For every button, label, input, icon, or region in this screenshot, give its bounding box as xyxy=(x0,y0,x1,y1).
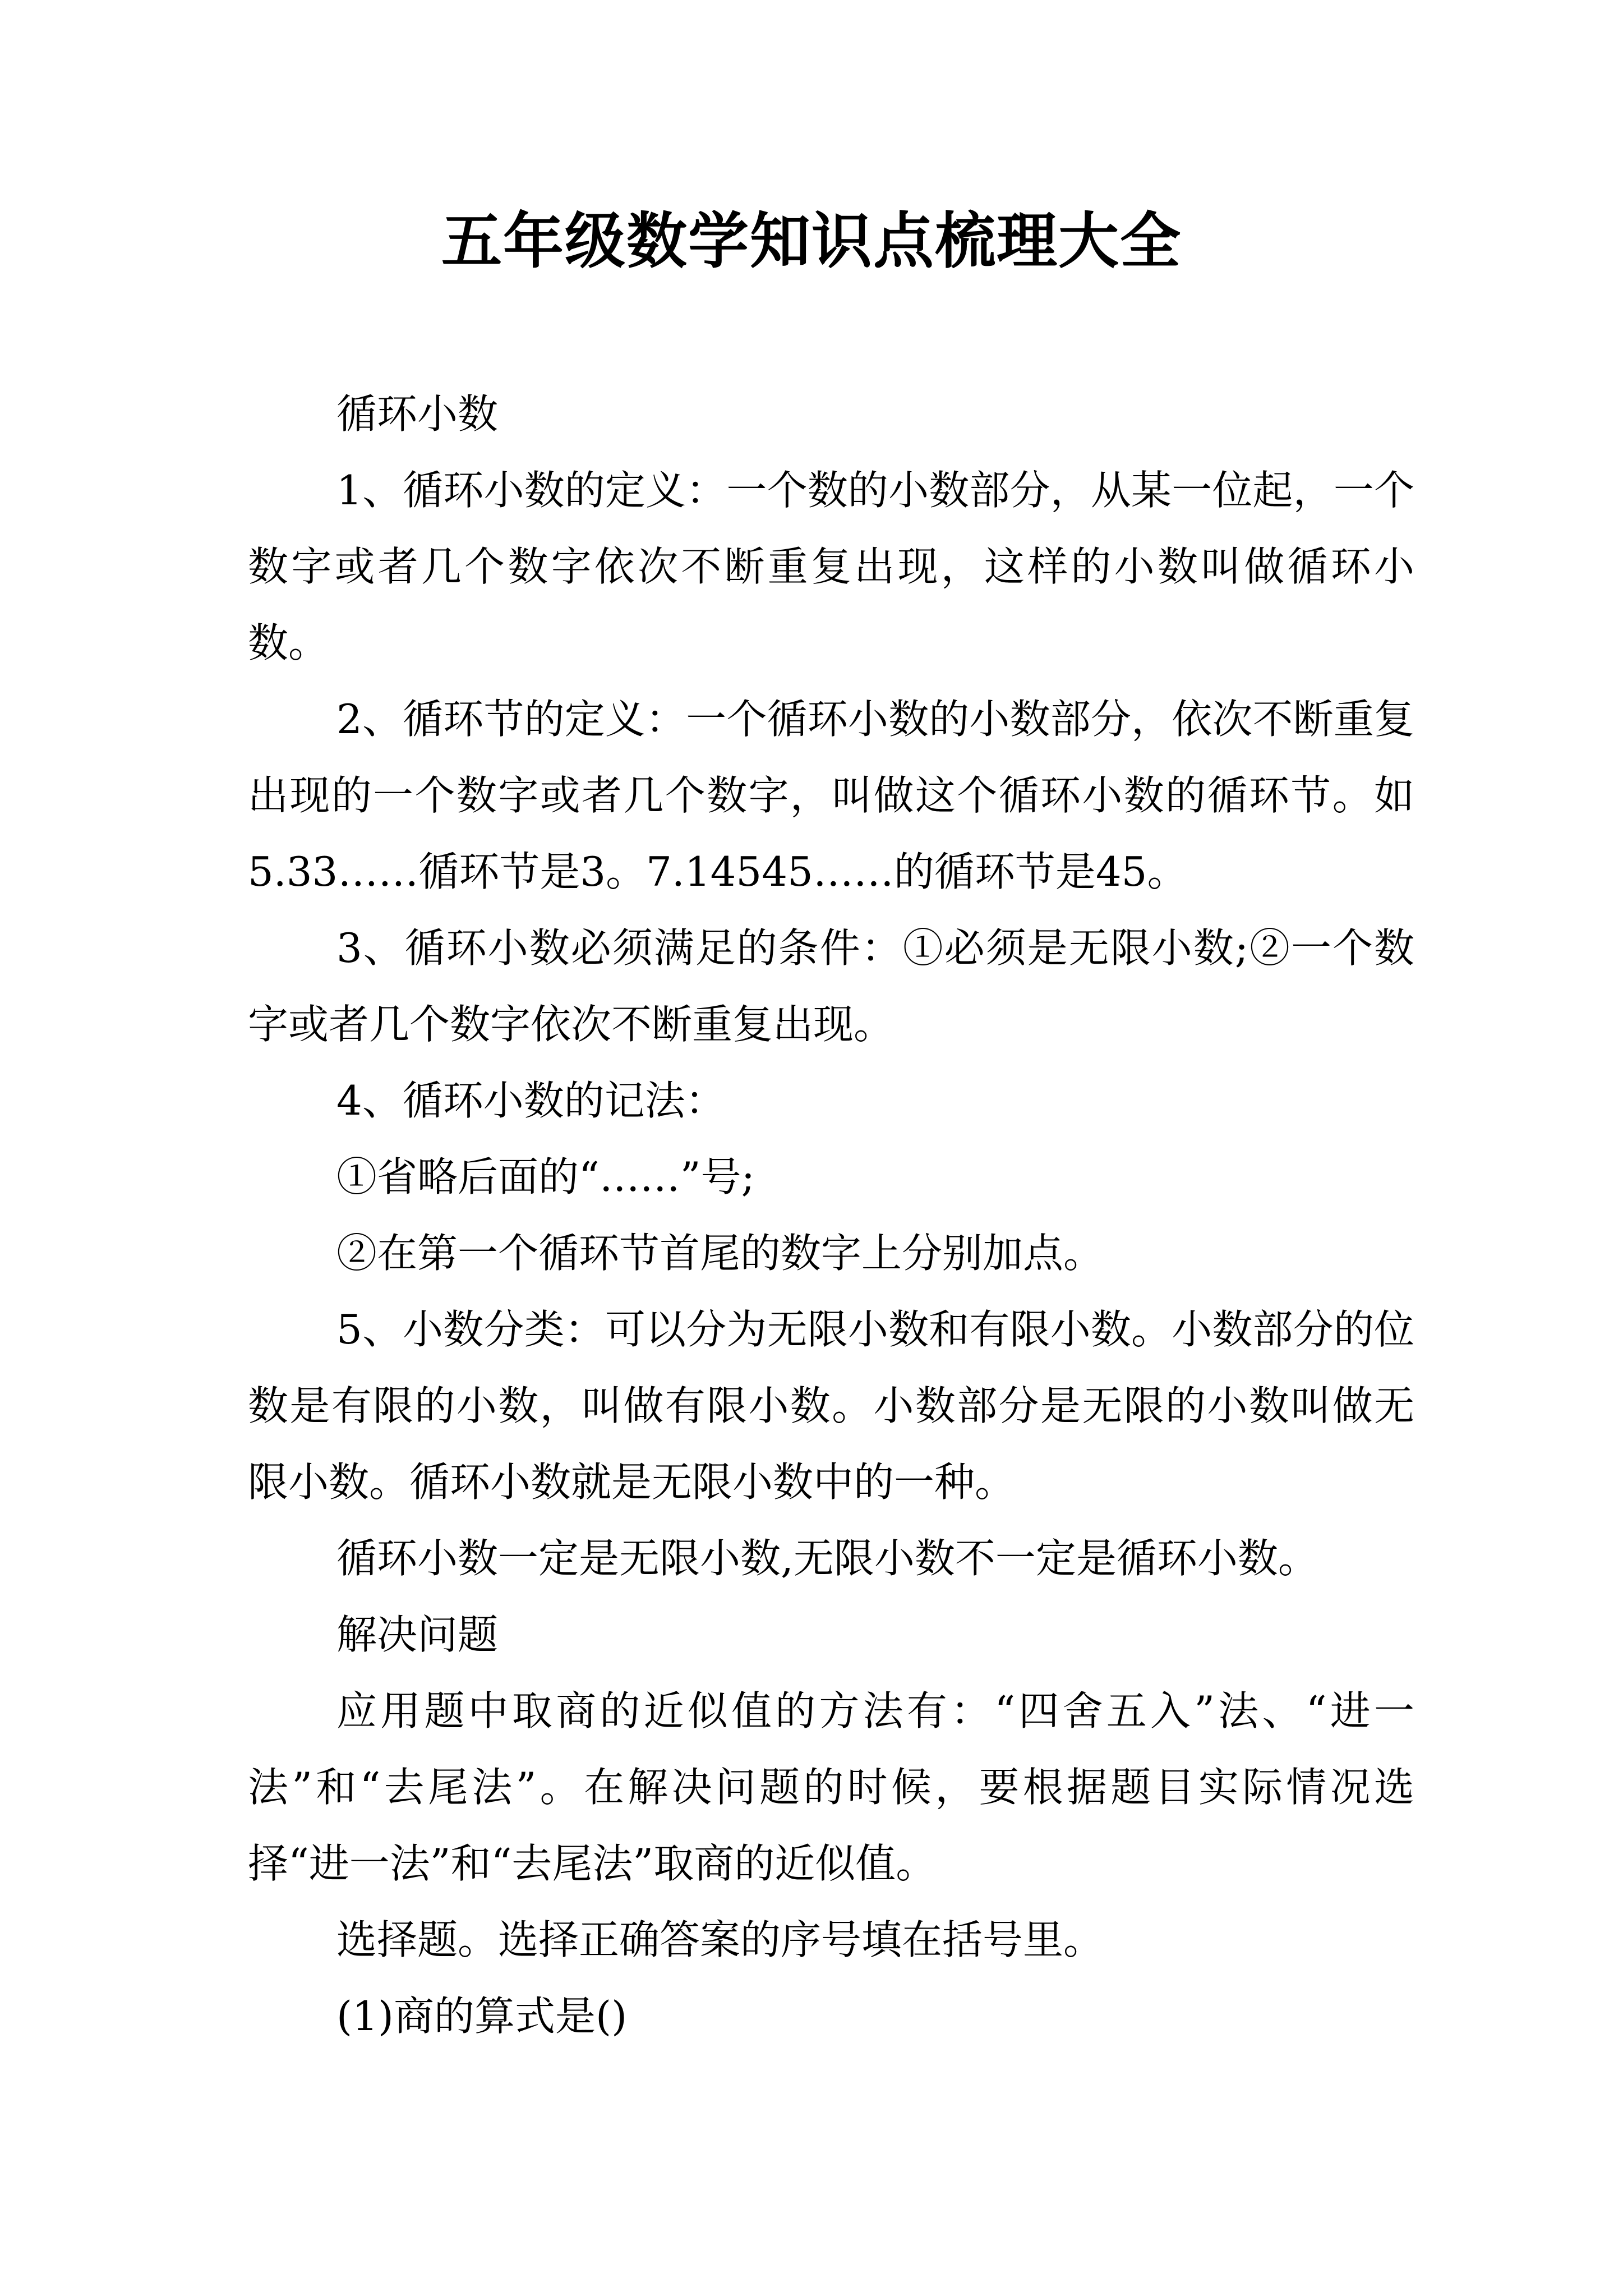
paragraph-notation-rule-2: ②在第一个循环节首尾的数字上分别加点。 xyxy=(336,1230,1104,1277)
paragraph-approximation-methods: 应用题中取商的近似值的方法有：“四舍五入”法、“进一法”和“去尾法”。在解决问题的时候，要根据题目实际情况选择“进一法”和“去尾法”取商的近似值。 xyxy=(248,1687,1414,1887)
paragraph-question-1: (1)商的算式是() xyxy=(336,1993,628,2040)
paragraph-definition-repeating-decimal: 1、循环小数的定义：一个数的小数部分，从某一位起，一个数字或者几个数字依次不断重复出现，这样的小数叫做循环小数。 xyxy=(248,467,1414,666)
paragraph-notation-heading: 4、循环小数的记法： xyxy=(336,1077,726,1124)
paragraph-multiple-choice-instruction: 选择题。选择正确答案的序号填在括号里。 xyxy=(336,1916,1104,1963)
paragraph-conditions: 3、循环小数必须满足的条件：①必须是无限小数;②一个数字或者几个数字依次不断重复出现。 xyxy=(248,924,1414,1048)
paragraph-notation-rule-1: ①省略后面的“……”号; xyxy=(336,1153,755,1200)
document-body xyxy=(248,376,1414,2054)
paragraph-definition-repetend: 2、循环节的定义：一个循环小数的小数部分，依次不断重复出现的一个数字或者几个数字，叫做这个循环小数的循环节。如5.33……循环节是3。7.14545……的循环节是45。 xyxy=(248,696,1414,895)
section-heading-repeating-decimal: 循环小数 xyxy=(336,390,499,438)
paragraph-repeating-vs-infinite: 循环小数一定是无限小数,无限小数不一定是循环小数。 xyxy=(336,1535,1318,1582)
section-heading-problem-solving: 解决问题 xyxy=(336,1611,499,1658)
paragraph-decimal-classification: 5、小数分类：可以分为无限小数和有限小数。小数部分的位数是有限的小数，叫做有限小数。小数部分是无限的小数叫做无限小数。循环小数就是无限小数中的一种。 xyxy=(248,1306,1414,1506)
page-title: 五年级数学知识点梳理大全 xyxy=(441,206,1182,277)
